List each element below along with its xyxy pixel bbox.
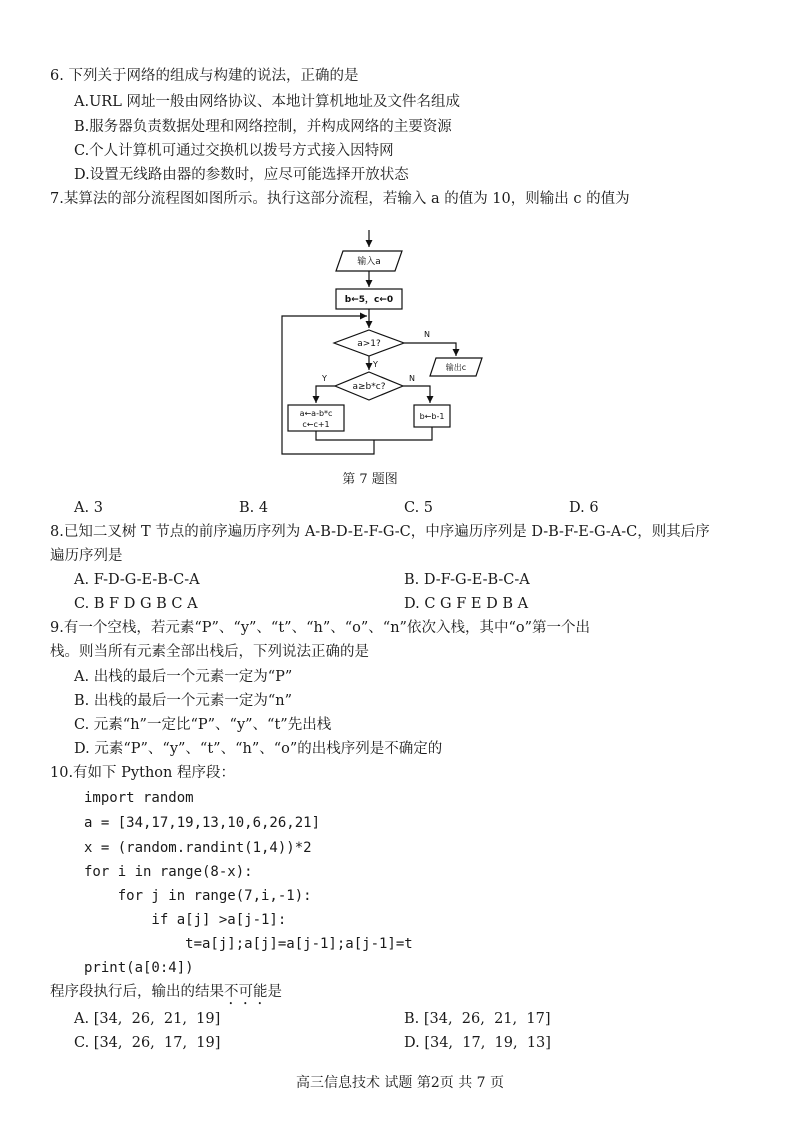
q9-option-d: D. 元素“P”、“y”、“t”、“h”、“o”的出栈序列是不确定的: [74, 741, 443, 757]
code-line: import random: [84, 790, 194, 806]
code-line: if a[j] >a[j-1]:: [84, 912, 287, 928]
code-line: for j in range(7,i,-1):: [84, 888, 312, 904]
code-line: for i in range(8-x):: [84, 864, 253, 880]
flow-cond2-label: a≥b*c?: [352, 382, 386, 392]
q7-option-c: C. 5: [404, 500, 434, 516]
q10-after-suffix: 是: [267, 984, 282, 1000]
flow-yes-label: Y: [322, 374, 327, 383]
flow-init-label: b←5，c←0: [344, 295, 394, 305]
q8-option-c: C. B F D G B C A: [74, 596, 198, 612]
flow-input-label: 输入a: [357, 257, 381, 267]
q6-option-c: C.个人计算机可通过交换机以拨号方式接入因特网: [74, 143, 394, 159]
q6-option-d: D.设置无线路由器的参数时，应尽可能选择开放状态: [74, 167, 409, 183]
q7-flowchart: [270, 228, 490, 468]
q7-option-d: D. 6: [569, 500, 599, 516]
q8-stem-line1: 8.已知二叉树 T 节点的前序遍历序列为 A-B-D-E-F-G-C，中序遍历序列是 D-B-F-E-G-A-C，则其后序: [50, 524, 710, 540]
q7-stem: 7.某算法的部分流程图如图所示。执行这部分流程，若输入 a 的值为 10，则输出 c 的值为: [50, 191, 630, 207]
q9-stem-line2: 栈。则当所有元素全部出栈后，下列说法正确的是: [50, 644, 369, 660]
code-line: a = [34,17,19,13,10,6,26,21]: [84, 815, 321, 831]
q7-option-b: B. 4: [239, 500, 269, 516]
flow-left-box-line2: c←c+1: [302, 420, 330, 429]
flow-arrow: [403, 386, 430, 403]
page-footer: 高三信息技术 试题 第2页 共 7 页: [295, 1075, 505, 1091]
q8-stem-line2: 遍历序列是: [50, 548, 123, 564]
q6-stem: 6. 下列关于网络的组成与构建的说法，正确的是: [50, 68, 359, 84]
flow-arrow: [316, 386, 335, 403]
q10-option-d: D. [34, 17, 19, 13]: [404, 1035, 551, 1051]
flow-line: [374, 427, 432, 440]
q10-option-c: C. [34, 26, 17, 19]: [74, 1035, 221, 1051]
q10-option-b: B. [34, 26, 21, 17]: [404, 1011, 551, 1027]
q8-option-b: B. D-F-G-E-B-C-A: [404, 572, 530, 588]
q9-stem-line1: 9.有一个空栈，若元素“P”、“y”、“t”、“h”、“o”、“n”依次入栈，其中“o”第一个出: [50, 620, 591, 636]
q10-after-text: [50, 982, 282, 1008]
code-line: t=a[j];a[j]=a[j-1];a[j-1]=t: [84, 936, 413, 952]
flow-arrow: [404, 343, 456, 356]
flow-left-box-line1: a←a-b*c: [299, 409, 333, 418]
flow-no-label: N: [409, 374, 415, 383]
q7-option-a: A. 3: [74, 500, 103, 516]
flow-output-label: 输出c: [445, 363, 467, 372]
code-line: print(a[0:4]): [84, 960, 194, 976]
q10-option-a: A. [34, 26, 21, 19]: [74, 1011, 221, 1027]
flow-no-label: N: [424, 330, 430, 339]
q10-after-emph: 不可能: [224, 984, 268, 1000]
flow-cond1-label: a>1?: [357, 339, 381, 349]
code-line: x = (random.randint(1,4))*2: [84, 840, 312, 856]
q10-stem: 10.有如下 Python 程序段：: [50, 765, 235, 781]
q8-option-d: D. C G F E D B A: [404, 596, 529, 612]
q9-option-c: C. 元素“h”一定比“P”、“y”、“t”先出栈: [74, 717, 332, 733]
q10-after-prefix: 程序段执行后，输出的结果: [50, 984, 224, 1000]
flow-yes-label: Y: [373, 360, 378, 369]
q6-option-a: A.URL 网址一般由网络协议、本地计算机地址及文件名组成: [74, 94, 460, 110]
q8-option-a: A. F-D-G-E-B-C-A: [74, 572, 200, 588]
q9-option-a: A. 出栈的最后一个元素一定为“P”: [74, 669, 293, 685]
q7-caption: 第 7 题图: [342, 472, 398, 487]
q7-options: [74, 498, 734, 518]
flow-right-box-label: b←b-1: [419, 412, 445, 421]
q9-option-b: B. 出栈的最后一个元素一定为“n”: [74, 693, 293, 709]
flow-line: [316, 431, 374, 440]
q6-option-b: B.服务器负责数据处理和网络控制，并构成网络的主要资源: [74, 119, 452, 135]
